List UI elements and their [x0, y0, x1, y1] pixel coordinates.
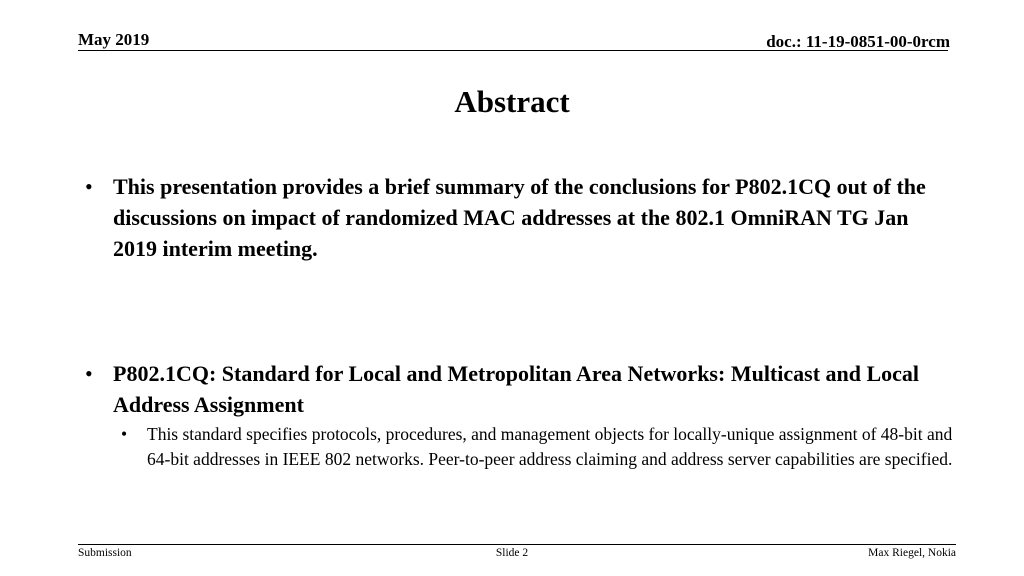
- sub-bullet-scope: [113, 422, 955, 472]
- bullet-standard: [85, 358, 955, 420]
- bullet-summary: [85, 171, 955, 264]
- footer-author: Max Riegel, Nokia: [868, 547, 956, 559]
- header-doc-id: doc.: 11-19-0851-00-0rcm: [766, 32, 950, 51]
- slide-body: [85, 171, 955, 472]
- bullet-standard-text: P802.1CQ: Standard for Local and Metropolitan Area Networks: Multicast and Local Address Assignment: [113, 361, 920, 417]
- bullet-marker: •: [85, 361, 93, 386]
- bullet-marker: •: [85, 174, 93, 199]
- header-date: May 2019: [78, 30, 150, 49]
- bullet-summary-text: This presentation provides a brief summary of the conclusions for P802.1CQ out of the discussions on impact of randomized MAC addresses at the 802.1 OmniRAN TG Jan 2019 interim meeting.: [113, 174, 926, 261]
- footer-slide-number: Slide 2: [495, 547, 529, 559]
- sub-bullet-scope-text: This standard specifies protocols, procedures, and management objects for locally-unique assignment of 48-bit and 64-bit addresses in IEEE 802 networks. Peer-to-peer address claiming and address server capabilities are specified.: [147, 424, 953, 469]
- footer-submission: Submission: [78, 547, 132, 559]
- footer-divider: [78, 544, 956, 545]
- sub-bullet-marker: •: [121, 424, 128, 444]
- slide-title: Abstract: [454, 84, 570, 119]
- header-divider: [78, 50, 948, 51]
